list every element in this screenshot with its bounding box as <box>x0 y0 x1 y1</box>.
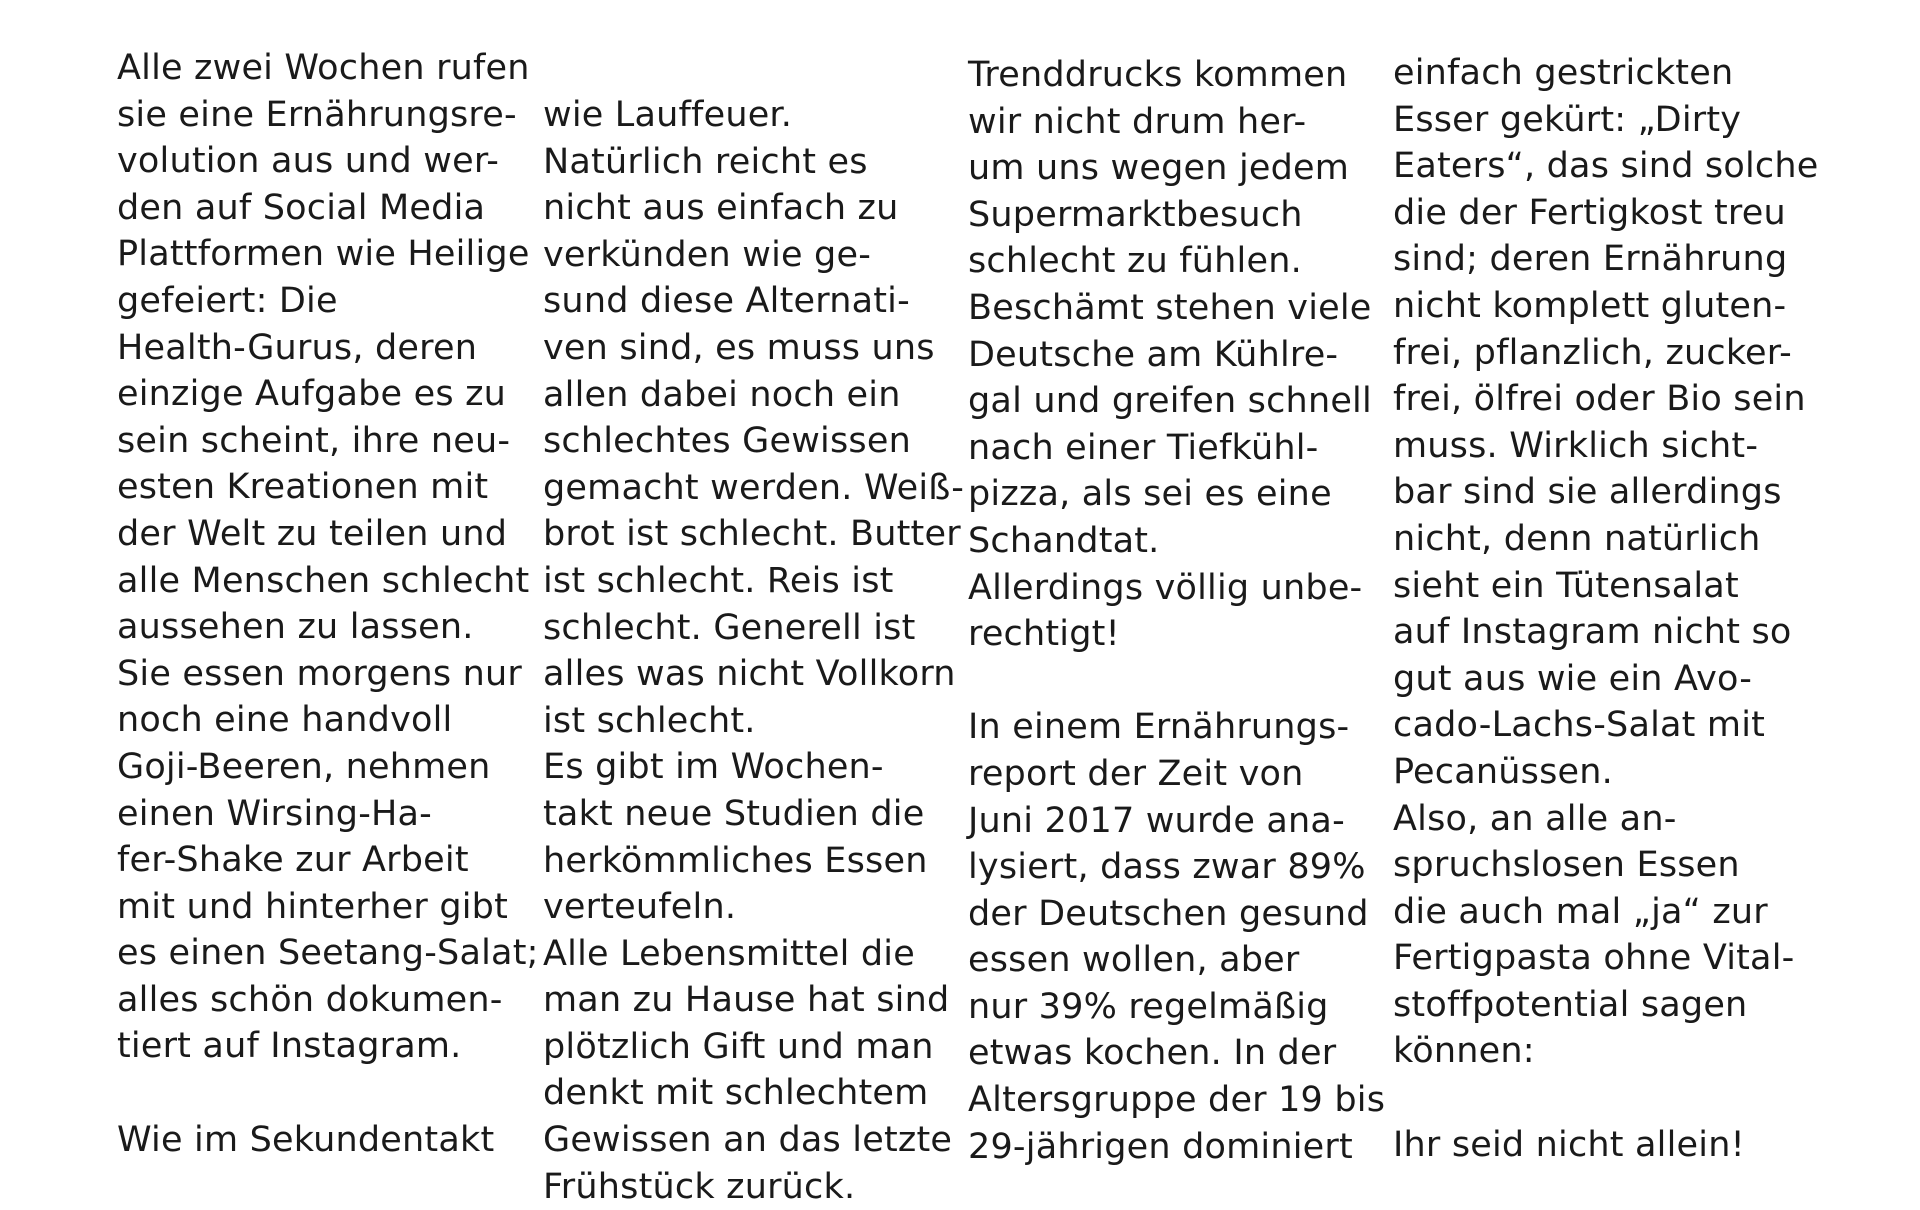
text-line: können: <box>1393 1031 1535 1072</box>
paragraph-gap <box>1393 1075 1823 1122</box>
text-line: Natürlich reicht es <box>543 141 868 182</box>
text-line: nach einer Tiefkühl- <box>968 427 1319 468</box>
text-line: denkt mit schlechtem <box>543 1073 929 1114</box>
text-line: Frühstück zurück. <box>543 1166 856 1207</box>
text-line: brot ist schlecht. Butter <box>543 514 961 555</box>
text-line: den auf Social Media <box>117 187 486 228</box>
text-line: auf Instagram nicht so <box>1393 612 1792 653</box>
text-line: gemacht werden. Weiß- <box>543 467 965 508</box>
text-line: muss. Wirklich sicht- <box>1393 425 1759 466</box>
text-line: schlechtes Gewissen <box>543 421 911 462</box>
text-line: der Welt zu teilen und <box>117 513 508 554</box>
text-line: esten Kreationen mit <box>117 467 489 508</box>
text-line: sieht ein Tütensalat <box>1393 565 1739 606</box>
text-line: sie eine Ernährungsre- <box>117 94 517 135</box>
text-line: Trenddrucks kommen <box>968 55 1348 95</box>
text-line: ist schlecht. Reis ist <box>543 560 894 601</box>
text-line: Plattformen wie Heilige <box>117 234 530 275</box>
text-line: tiert auf Instagram. <box>117 1026 462 1067</box>
paragraph-gap <box>968 658 1398 705</box>
text-line: etwas kochen. In der <box>968 1033 1337 1074</box>
text-line: takt neue Studien die <box>543 793 925 834</box>
text-line: nicht aus einfach zu <box>543 188 899 229</box>
text-line: sund diese Alternati- <box>543 281 910 322</box>
text-line: mit und hinterher gibt <box>117 886 509 927</box>
text-line: wir nicht drum her- <box>968 101 1307 142</box>
text-line: 29-jährigen dominiert <box>968 1126 1353 1167</box>
text-line: verteufeln. <box>543 887 737 928</box>
text-line: Es gibt im Wochen- <box>543 747 884 788</box>
text-line: gefeiert: Die <box>117 280 338 321</box>
text-line: spruchslosen Essen <box>1393 845 1740 886</box>
text-line: rechtigt! <box>968 614 1120 655</box>
text-line: gal und greifen schnell <box>968 381 1372 422</box>
text-line: Sie essen morgens nur <box>117 653 522 694</box>
text-line: Juni 2017 wurde ana- <box>968 800 1345 841</box>
text-line: frei, ölfrei oder Bio sein <box>1393 379 1806 420</box>
text-line: nur 39% regelmäßig <box>968 986 1329 1027</box>
text-line: Deutsche am Kühlre- <box>968 334 1339 375</box>
text-column-4 <box>1393 50 1823 1168</box>
text-line: schlecht zu fühlen. <box>968 241 1302 282</box>
text-line: Ihr seid nicht allein! <box>1393 1124 1745 1165</box>
text-line: einfach gestrickten <box>1393 53 1734 93</box>
text-column-2 <box>543 92 973 1210</box>
text-column-3 <box>968 52 1398 1170</box>
text-line: Beschämt stehen viele <box>968 287 1372 328</box>
text-line: ist schlecht. <box>543 700 756 741</box>
text-line: In einem Ernährungs- <box>968 707 1350 748</box>
text-line: einen Wirsing-Ha- <box>117 793 433 834</box>
text-line: Health-Gurus, deren <box>117 327 478 368</box>
text-line: herkömmliches Essen <box>543 840 928 881</box>
text-line: nicht, denn natürlich <box>1393 518 1761 559</box>
text-line: volution aus und wer- <box>117 141 500 182</box>
text-line: allen dabei noch ein <box>543 374 901 415</box>
text-line: noch eine handvoll <box>117 700 453 741</box>
text-line: nicht komplett gluten- <box>1393 285 1787 326</box>
text-line: ven sind, es muss uns <box>543 327 935 368</box>
text-line: Also, an alle an- <box>1393 798 1677 839</box>
text-line: verkünden wie ge- <box>543 234 872 275</box>
paragraph-gap <box>117 1070 547 1117</box>
text-line: alles was nicht Vollkorn <box>543 654 956 695</box>
text-line: bar sind sie allerdings <box>1393 472 1782 513</box>
text-line: report der Zeit von <box>968 753 1304 794</box>
text-line: sein scheint, ihre neu- <box>117 420 511 461</box>
text-line: Esser gekürt: „Dirty <box>1393 99 1742 140</box>
text-line: Fertigpasta ohne Vital- <box>1393 938 1795 979</box>
text-line: cado-Lachs-Salat mit <box>1393 705 1766 746</box>
text-line: aussehen zu lassen. <box>117 607 474 648</box>
text-line: der Deutschen gesund <box>968 893 1369 934</box>
text-line: Gewissen an das letzte <box>543 1120 953 1161</box>
text-line: pizza, als sei es eine <box>968 474 1332 515</box>
text-line: stoffpotential sagen <box>1393 984 1748 1025</box>
text-line: frei, pflanzlich, zucker- <box>1393 332 1792 373</box>
text-line: man zu Hause hat sind <box>543 980 950 1021</box>
text-line: die auch mal „ja“ zur <box>1393 891 1768 932</box>
text-line: Pecanüssen. <box>1393 751 1613 792</box>
text-column-1 <box>117 45 547 1163</box>
text-line: schlecht. Generell ist <box>543 607 916 648</box>
text-line: essen wollen, aber <box>968 940 1300 981</box>
text-line: es einen Seetang-Salat; <box>117 933 539 974</box>
text-line: alle Menschen schlecht <box>117 560 530 601</box>
text-line: lysiert, dass zwar 89% <box>968 847 1366 888</box>
text-line: Allerdings völlig unbe- <box>968 567 1363 608</box>
text-line: wie Lauffeuer. <box>543 95 793 135</box>
text-line: Alle Lebensmittel die <box>543 933 915 974</box>
text-line: Altersgruppe der 19 bis <box>968 1080 1386 1121</box>
text-line: plötzlich Gift und man <box>543 1026 934 1067</box>
text-line: Goji-Beeren, nehmen <box>117 746 491 787</box>
text-line: Wie im Sekundentakt <box>117 1119 495 1160</box>
text-line: Eaters“, das sind solche <box>1393 146 1819 187</box>
text-line: gut aus wie ein Avo- <box>1393 658 1753 699</box>
text-line: Supermarktbesuch <box>968 194 1303 235</box>
text-line: Alle zwei Wochen rufen <box>117 48 530 88</box>
text-line: fer-Shake zur Arbeit <box>117 840 469 881</box>
text-line: alles schön dokumen- <box>117 979 503 1020</box>
text-line: einzige Aufgabe es zu <box>117 374 507 415</box>
text-line: die der Fertigkost treu <box>1393 192 1786 233</box>
text-line: Schandtat. <box>968 520 1160 561</box>
text-line: um uns wegen jedem <box>968 148 1350 189</box>
text-line: sind; deren Ernährung <box>1393 239 1788 280</box>
